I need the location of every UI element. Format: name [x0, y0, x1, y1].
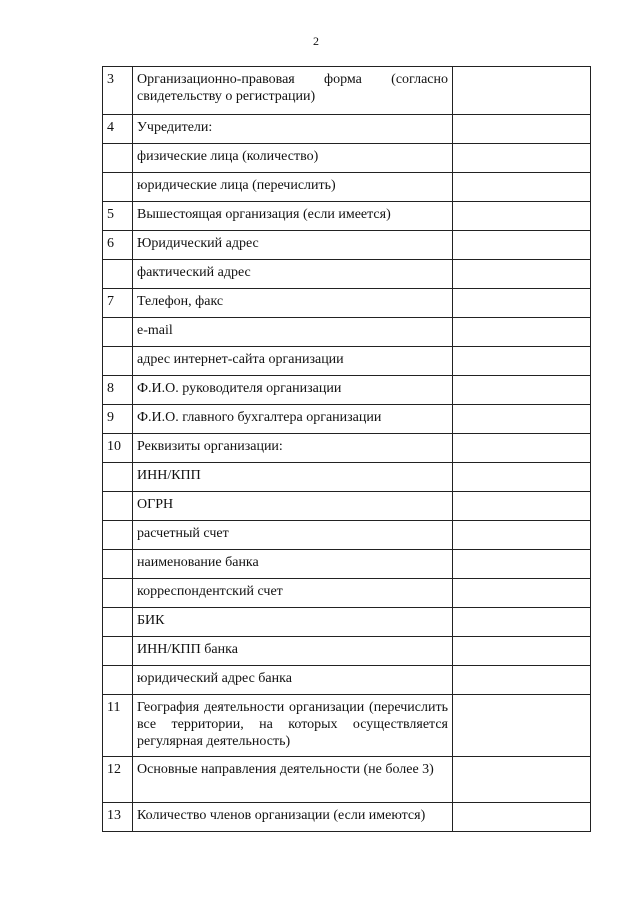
- row-label-cell: фактический адрес: [133, 260, 453, 289]
- table-row: [103, 695, 591, 757]
- row-value-cell[interactable]: [453, 608, 591, 637]
- row-label-cell: Учредители:: [133, 115, 453, 144]
- row-value-cell[interactable]: [453, 463, 591, 492]
- table-row: [103, 463, 591, 492]
- table-row: [103, 144, 591, 173]
- row-number-cell: 6: [103, 231, 133, 260]
- row-value-cell[interactable]: [453, 289, 591, 318]
- table-row: [103, 67, 591, 115]
- row-number-cell: 5: [103, 202, 133, 231]
- row-number-cell: [103, 521, 133, 550]
- table-row: [103, 521, 591, 550]
- row-number-cell: [103, 492, 133, 521]
- row-label-cell: Телефон, факс: [133, 289, 453, 318]
- table-row: [103, 260, 591, 289]
- table-row: [103, 231, 591, 260]
- row-value-cell[interactable]: [453, 405, 591, 434]
- row-value-cell[interactable]: [453, 803, 591, 832]
- row-number-cell: 10: [103, 434, 133, 463]
- row-number-cell: 8: [103, 376, 133, 405]
- row-label-cell: наименование банка: [133, 550, 453, 579]
- row-value-cell[interactable]: [453, 757, 591, 803]
- row-value-cell[interactable]: [453, 231, 591, 260]
- row-number-cell: [103, 608, 133, 637]
- row-label-cell: ИНН/КПП: [133, 463, 453, 492]
- table-row: [103, 803, 591, 832]
- row-value-cell[interactable]: [453, 666, 591, 695]
- row-label-cell: Ф.И.О. главного бухгалтера организации: [133, 405, 453, 434]
- table-row: [103, 666, 591, 695]
- row-number-cell: 12: [103, 757, 133, 803]
- row-number-cell: [103, 463, 133, 492]
- table-row: [103, 318, 591, 347]
- row-number-cell: 4: [103, 115, 133, 144]
- row-value-cell[interactable]: [453, 347, 591, 376]
- row-number-cell: [103, 579, 133, 608]
- row-number-cell: 3: [103, 67, 133, 115]
- row-label-cell: адрес интернет-сайта организации: [133, 347, 453, 376]
- row-label-cell: ИНН/КПП банка: [133, 637, 453, 666]
- row-number-cell: 11: [103, 695, 133, 757]
- row-value-cell[interactable]: [453, 434, 591, 463]
- row-label-cell: Ф.И.О. руководителя организации: [133, 376, 453, 405]
- row-value-cell[interactable]: [453, 260, 591, 289]
- table-row: [103, 405, 591, 434]
- table-row: [103, 289, 591, 318]
- table-row: [103, 115, 591, 144]
- row-label-cell: Юридический адрес: [133, 231, 453, 260]
- row-value-cell[interactable]: [453, 579, 591, 608]
- row-number-cell: [103, 260, 133, 289]
- page-number: 2: [313, 34, 319, 48]
- table-row: [103, 757, 591, 803]
- row-number-cell: [103, 144, 133, 173]
- table-row: [103, 637, 591, 666]
- row-label-cell: Основные направления деятельности (не более 3): [133, 757, 453, 803]
- row-number-cell: [103, 550, 133, 579]
- row-label-cell: ОГРН: [133, 492, 453, 521]
- row-label-cell: Вышестоящая организация (если имеется): [133, 202, 453, 231]
- table-body: [103, 67, 591, 832]
- row-value-cell[interactable]: [453, 173, 591, 202]
- table-row: [103, 173, 591, 202]
- row-value-cell[interactable]: [453, 550, 591, 579]
- table-row: [103, 202, 591, 231]
- row-number-cell: 9: [103, 405, 133, 434]
- row-number-cell: [103, 666, 133, 695]
- table-row: [103, 492, 591, 521]
- table-row: [103, 376, 591, 405]
- row-number-cell: 13: [103, 803, 133, 832]
- row-label-cell: расчетный счет: [133, 521, 453, 550]
- row-value-cell[interactable]: [453, 637, 591, 666]
- row-label-cell: БИК: [133, 608, 453, 637]
- row-number-cell: [103, 318, 133, 347]
- table-row: [103, 579, 591, 608]
- row-label-cell: Реквизиты организации:: [133, 434, 453, 463]
- row-label-cell: юридический адрес банка: [133, 666, 453, 695]
- row-value-cell[interactable]: [453, 318, 591, 347]
- row-number-cell: [103, 347, 133, 376]
- row-label-cell: юридические лица (перечислить): [133, 173, 453, 202]
- table-row: [103, 434, 591, 463]
- table-row: [103, 550, 591, 579]
- row-value-cell[interactable]: [453, 202, 591, 231]
- row-label-cell: корреспондентский счет: [133, 579, 453, 608]
- row-number-cell: [103, 637, 133, 666]
- row-value-cell[interactable]: [453, 695, 591, 757]
- row-value-cell[interactable]: [453, 144, 591, 173]
- row-label-cell: Организационно-правовая форма (согласно свидетельству о регистрации): [133, 67, 453, 115]
- row-label-cell: Количество членов организации (если имеются): [133, 803, 453, 832]
- row-number-cell: [103, 173, 133, 202]
- row-label-cell: физические лица (количество): [133, 144, 453, 173]
- row-value-cell[interactable]: [453, 115, 591, 144]
- table-row: [103, 347, 591, 376]
- row-value-cell[interactable]: [453, 492, 591, 521]
- row-label-cell: География деятельности организации (перечислить все территории, на которых осуществляется регулярная деятельность): [133, 695, 453, 757]
- table-row: [103, 608, 591, 637]
- row-label-cell: e-mail: [133, 318, 453, 347]
- row-value-cell[interactable]: [453, 376, 591, 405]
- organization-info-table: [102, 66, 591, 832]
- row-number-cell: 7: [103, 289, 133, 318]
- row-value-cell[interactable]: [453, 67, 591, 115]
- row-value-cell[interactable]: [453, 521, 591, 550]
